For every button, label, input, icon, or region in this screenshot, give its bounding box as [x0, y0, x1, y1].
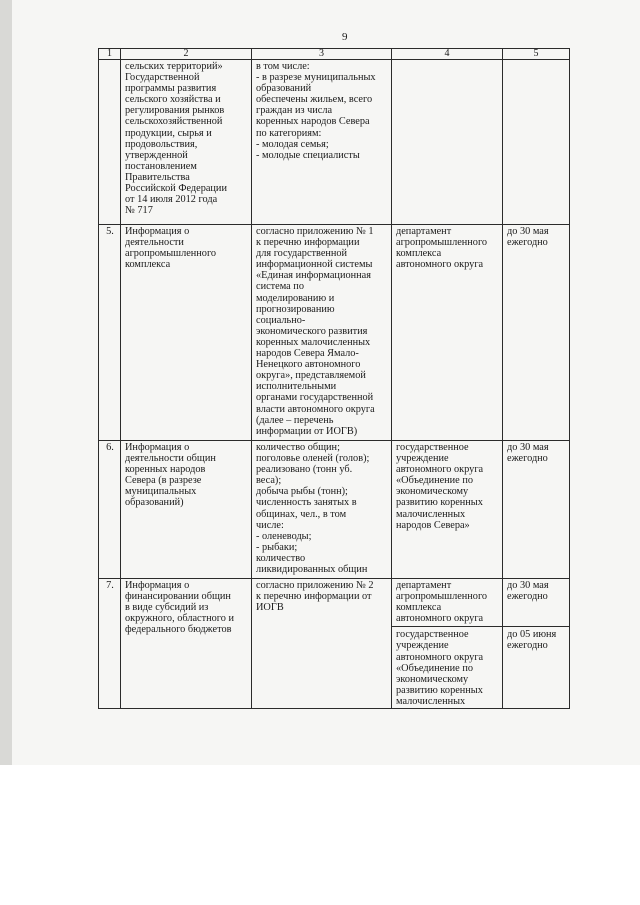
row-number: [99, 225, 121, 441]
cell-text-line: численность занятых в: [256, 497, 357, 509]
cell-text-line: поголовье оленей (голов);: [256, 453, 370, 465]
information-name-cell: [121, 579, 252, 709]
cell-text-line: департамент: [396, 580, 452, 591]
cell-text-line: к перечню информации от: [256, 591, 372, 603]
cell-text-line: Севера (в разрезе: [125, 475, 202, 487]
cell-text-line: комплекса: [396, 248, 442, 260]
cell-text-line: - молодые специалисты: [256, 149, 360, 161]
table-row: [99, 225, 570, 441]
cell-text-line: агропромышленного: [396, 591, 488, 603]
deadline-cell: [503, 225, 570, 441]
row-number: [99, 60, 121, 225]
cell-text-line: от 14 июля 2012 года: [125, 194, 218, 206]
cell-text-line: общинах, чел., в том: [256, 508, 347, 520]
cell-text-line: коренных народов Севера: [256, 116, 370, 128]
responsible-cell: [392, 225, 503, 441]
cell-text-line: автономного округа: [396, 259, 484, 271]
cell-text-line: регулирования рынков: [125, 105, 225, 117]
cell-text-line: ежегодно: [507, 237, 548, 249]
cell-text-line: государственное: [396, 442, 469, 453]
cell-text-line: обеспечены жильем, всего: [256, 94, 373, 106]
cell-text-line: развитию коренных: [396, 684, 483, 696]
cell-text-line: малочисленных: [396, 508, 466, 520]
cell-text-line: для государственной: [256, 248, 348, 260]
cell-text-line: государственное: [396, 629, 469, 641]
responsible-cell: [392, 441, 503, 579]
information-name-cell: [121, 225, 252, 441]
cell-text-line: прогнозированию: [256, 303, 335, 315]
header-row: [99, 49, 570, 60]
cell-text-line: постановлением: [125, 160, 197, 172]
deadline-cell: [503, 441, 570, 579]
cell-text-line: продукции, сырья и: [125, 127, 212, 139]
cell-text-line: к перечню информации: [256, 237, 360, 249]
cell-text-line: сельского хозяйства и: [125, 94, 221, 106]
cell-text-line: комплекса: [396, 602, 442, 614]
cell-text-line: финансировании общин: [125, 591, 231, 603]
cell-text-line: Информация о: [125, 226, 190, 237]
cell-text-line: автономного округа: [396, 613, 484, 625]
cell-text-line: социально-: [256, 314, 306, 326]
cell-text-line: до 30 мая: [507, 580, 549, 591]
cell-text-line: система по: [256, 281, 304, 293]
cell-text-line: комплекса: [125, 259, 171, 271]
cell-text-line: до 30 мая: [507, 442, 549, 453]
cell-text-line: деятельности общин: [125, 453, 216, 465]
cell-text-line: окружного, областного и: [125, 613, 234, 625]
cell-text-line: муниципальных: [125, 486, 197, 498]
cell-text-line: до 05 июня: [507, 629, 557, 640]
header-cell: 4: [392, 49, 503, 60]
page-number: 9: [342, 31, 348, 43]
cell-text-line: Правительства: [125, 171, 190, 183]
cell-text-line: сельскохозяйственной: [125, 116, 223, 128]
cell-text-line: органами государственной: [256, 392, 374, 404]
cell-text-line: утвержденной: [125, 149, 188, 161]
table-row: [99, 579, 570, 709]
cell-text-line: исполнительными: [256, 381, 337, 393]
cell-text-line: добыча рыбы (тонн);: [256, 486, 348, 498]
cell-text-line: ИОГВ: [256, 602, 284, 614]
cell-text-line: моделированию и: [256, 292, 335, 304]
information-content-cell: [252, 441, 392, 579]
cell-text-line: экономическому: [396, 673, 469, 685]
cell-text-line: Информация о: [125, 580, 190, 591]
cell-text-line: народов Севера»: [396, 519, 470, 531]
cell-text-line: образований: [256, 83, 312, 95]
cell-text-line: деятельности: [125, 237, 184, 249]
responsible-department: [396, 580, 499, 624]
cell-text-line: агропромышленного: [396, 237, 488, 249]
cell-text-line: по категориям:: [256, 127, 322, 139]
cell-text-line: веса);: [256, 475, 282, 487]
cell-text-line: согласно приложению № 1: [256, 226, 374, 237]
cell-text-line: реализовано (тонн уб.: [256, 464, 353, 476]
row-number: [99, 579, 121, 709]
cell-text-line: числе:: [256, 519, 284, 531]
data-table: [98, 48, 570, 709]
cell-text-line: информационной системы: [256, 259, 373, 271]
deadline-institution: [503, 626, 569, 651]
cell-text-line: коренных малочисленных: [256, 336, 371, 348]
cell-text-line: (далее – перечень: [256, 414, 334, 426]
cell-text-line: до 30 мая: [507, 226, 549, 237]
cell-text-line: ежегодно: [507, 591, 548, 603]
deadline-cell: [503, 579, 570, 709]
cell-text-line: департамент: [396, 226, 452, 237]
cell-text-line: в виде субсидий из: [125, 602, 209, 614]
cell-text-line: малочисленных: [396, 695, 466, 707]
cell-text-line: информации от ИОГВ): [256, 425, 358, 437]
cell-text-line: количество общин;: [256, 442, 340, 453]
cell-text-line: - рыбаки;: [256, 541, 298, 553]
cell-text-line: ликвидированных общин: [256, 564, 368, 576]
cell-text-line: - молодая семья;: [256, 138, 329, 150]
cell-text-line: - оленеводы;: [256, 530, 312, 542]
information-content-cell: [252, 60, 392, 225]
table-row: [99, 441, 570, 579]
cell-text-line: 7.: [106, 580, 114, 591]
cell-text-line: агропромышленного: [125, 248, 217, 260]
information-content-cell: [252, 579, 392, 709]
cell-text-line: ежегодно: [507, 453, 548, 465]
cell-text-line: сельских территорий»: [125, 61, 223, 72]
responsible-cell: [392, 579, 503, 709]
cell-text-line: развитию коренных: [396, 497, 483, 509]
cell-text-line: 5.: [106, 226, 114, 237]
information-content-cell: [252, 225, 392, 441]
cell-text-line: учреждение: [396, 453, 449, 465]
header-cell: 1: [99, 49, 121, 60]
cell-text-line: продовольствия,: [125, 138, 198, 150]
cell-text-line: Государственной: [125, 72, 200, 84]
responsible-cell: [392, 60, 503, 225]
scan-edge-shadow: [0, 0, 12, 765]
cell-text-line: образований): [125, 497, 184, 509]
cell-text-line: 6.: [106, 442, 114, 453]
table-row: [99, 60, 570, 225]
cell-text-line: «Объединение по: [396, 475, 473, 487]
responsible-institution: [392, 626, 502, 707]
deadline-department: [507, 580, 566, 624]
cell-text-line: власти автономного округа: [256, 403, 375, 415]
cell-text-line: коренных народов: [125, 464, 206, 476]
information-name-cell: [121, 441, 252, 579]
deadline-cell: [503, 60, 570, 225]
cell-text-line: - в разрезе муниципальных: [256, 72, 376, 84]
header-cell: 3: [252, 49, 392, 60]
cell-text-line: согласно приложению № 2: [256, 580, 374, 591]
cell-text-line: № 717: [125, 205, 153, 217]
cell-text-line: в том числе:: [256, 61, 310, 72]
row-number: [99, 441, 121, 579]
cell-text-line: граждан из числа: [256, 105, 333, 117]
cell-text-line: ежегодно: [507, 640, 548, 652]
cell-text-line: автономного округа: [396, 464, 484, 476]
cell-text-line: «Объединение по: [396, 662, 473, 674]
header-cell: 2: [121, 49, 252, 60]
cell-text-line: Российской Федерации: [125, 183, 227, 195]
cell-text-line: программы развития: [125, 83, 217, 95]
cell-text-line: автономного округа: [396, 651, 484, 663]
header-cell: 5: [503, 49, 570, 60]
cell-text-line: экономическому: [396, 486, 469, 498]
cell-text-line: Ненецкого автономного: [256, 359, 361, 371]
cell-text-line: округа», представляемой: [256, 370, 366, 382]
cell-text-line: количество: [256, 552, 306, 564]
cell-text-line: экономического развития: [256, 325, 368, 337]
cell-text-line: учреждение: [396, 640, 449, 652]
information-name-cell: [121, 60, 252, 225]
cell-text-line: Информация о: [125, 442, 190, 453]
cell-text-line: федерального бюджетов: [125, 624, 232, 636]
cell-text-line: «Единая информационная: [256, 270, 371, 282]
cell-text-line: народов Севера Ямало-: [256, 348, 359, 360]
